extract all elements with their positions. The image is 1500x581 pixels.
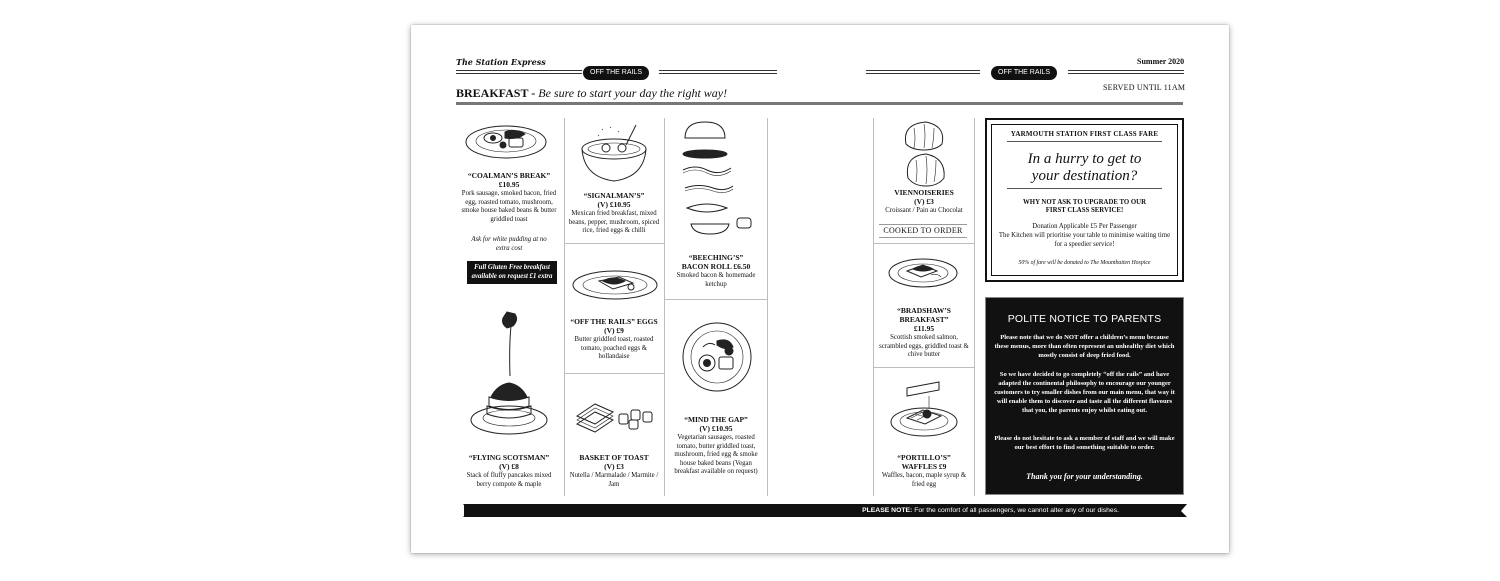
upgrade-question-line1: WHY NOT ASK TO UPGRADE TO OUR xyxy=(1022,199,1146,206)
basket-of-toast-item xyxy=(566,453,662,489)
item-price: WAFFLES £9 xyxy=(901,462,947,471)
coalmans-break-item xyxy=(461,171,557,224)
viennoiseries-item xyxy=(877,188,971,216)
item-description: Stack of fluffy pancakes mixed berry compote & maple xyxy=(466,472,552,488)
column-divider xyxy=(873,118,874,496)
polite-notice-panel xyxy=(985,297,1184,495)
notice-paragraph-2: So we have decided to go completely “off the rails” and have adapted the continental philosophy to encourage our younger customers to try smaller dishes from our main menu, that way it will enable them to discover and taste all the different flavours that you, the parents enjoy whilst eating out. xyxy=(994,371,1175,414)
rail-divider xyxy=(1068,70,1184,74)
pancake-stack-icon xyxy=(469,310,549,442)
notice-title: POLITE NOTICE TO PARENTS xyxy=(1007,313,1162,325)
item-name: “BRADSHAW’S BREAKFAST” xyxy=(897,306,951,324)
cooked-to-order-label: COOKED TO ORDER xyxy=(879,224,967,238)
footer-text: For the comfort of all passengers, we cannot alter any of our dishes. xyxy=(914,507,1119,514)
footer-ribbon xyxy=(464,504,1181,517)
item-price: (V) £3 xyxy=(604,462,624,471)
column-divider xyxy=(664,118,665,496)
rail-divider xyxy=(866,70,980,74)
row-divider xyxy=(664,299,767,300)
ribbon-tail-right xyxy=(1181,504,1187,517)
item-price: £11.95 xyxy=(913,324,935,333)
item-description: Nutella / Marmalade / Marmite / Jam xyxy=(569,472,659,488)
off-the-rails-badge-right: OFF THE RAILS xyxy=(991,66,1057,80)
bradshaws-breakfast-item xyxy=(877,306,971,360)
item-description: Scottish smoked salmon, scrambled eggs, griddled toast & chive butter xyxy=(879,334,969,359)
item-description: Butter griddled toast, roasted tomato, poached eggs & hollandaise xyxy=(574,336,654,361)
donation-line: Donation Applicable £5 Per Passenger xyxy=(1032,223,1137,230)
item-price: (V) £9 xyxy=(604,326,624,335)
item-name: VIENNOISERIES xyxy=(894,188,954,197)
item-name: “FLYING SCOTSMAN” xyxy=(468,453,550,462)
item-name: “BEECHING’S” xyxy=(688,253,744,262)
off-the-rails-eggs-item xyxy=(566,317,662,362)
breakfast-bowl-icon xyxy=(578,123,650,185)
mind-the-gap-item xyxy=(668,415,764,477)
eggs-plate-icon xyxy=(571,269,659,301)
column-divider xyxy=(767,118,768,496)
hospice-donation-note: 50% of fare will be donated to The Mountbatten Hospice xyxy=(1018,260,1151,266)
served-until: SERVED UNTIL 11AM xyxy=(1103,83,1186,92)
veggie-plate-icon xyxy=(681,321,753,393)
portillos-waffles-item xyxy=(877,453,971,489)
upgrade-question-line2: FIRST CLASS SERVICE! xyxy=(1045,207,1124,214)
first-class-fare-panel xyxy=(985,118,1184,282)
waffle-plate-icon xyxy=(889,380,959,440)
salmon-plate-icon xyxy=(887,255,959,289)
item-price: (V) £10.95 xyxy=(597,200,631,209)
item-description: Waffles, bacon, maple syrup & fried egg xyxy=(881,472,967,488)
column-divider xyxy=(564,118,565,496)
row-divider xyxy=(873,243,974,244)
notice-paragraph-3: Please do not hesitate to ask a member of staff and we will make our best effort to find something suitable to order. xyxy=(994,435,1175,451)
column-divider xyxy=(974,118,975,496)
flying-scotsman-item xyxy=(461,453,557,489)
hurry-headline-line1: In a hurry to get to xyxy=(1027,151,1142,167)
item-name: “OFF THE RAILS” EGGS xyxy=(570,317,658,326)
rail-divider xyxy=(456,70,582,74)
rail-divider xyxy=(659,70,777,74)
full-breakfast-plate-icon xyxy=(463,118,549,160)
item-price: £10.95 xyxy=(498,180,520,189)
priority-description: The Kitchen will prioritise your table to minimise waiting time for a speedier service! xyxy=(998,232,1171,248)
bacon-roll-stack-icon xyxy=(681,120,759,236)
hurry-headline-line2: your destination? xyxy=(1031,168,1138,184)
item-description: Mexican fried breakfast, mixed beans, pepper, mushroom, spiced rice, fried eggs & chilli xyxy=(568,210,660,235)
first-class-title: YARMOUTH STATION FIRST CLASS FARE xyxy=(1010,130,1159,138)
headline-rule xyxy=(1007,188,1162,189)
item-name: “PORTILLO’S” xyxy=(897,453,951,462)
item-name: “SIGNALMAN’S” xyxy=(583,191,645,200)
item-name: “COALMAN’S BREAK” xyxy=(467,171,551,180)
notice-thanks: Thank you for your understanding. xyxy=(1026,472,1143,481)
edition-label: Summer 2020 xyxy=(1137,57,1185,66)
signalmans-item xyxy=(566,191,662,236)
item-name: “MIND THE GAP” xyxy=(684,415,748,424)
section-title: BREAKFAST - xyxy=(456,86,536,100)
footer-label: PLEASE NOTE: xyxy=(862,507,913,514)
row-divider xyxy=(564,373,664,374)
gluten-free-notice: Full Gluten Free breakfast available on request £1 extra xyxy=(467,261,557,284)
item-description: Smoked bacon & homemade ketchup xyxy=(676,272,756,288)
ribbon-tail-left xyxy=(463,504,469,517)
croissants-icon xyxy=(900,120,948,190)
section-heading xyxy=(456,86,727,101)
row-divider xyxy=(564,243,664,244)
toast-pots-icon xyxy=(575,400,657,430)
item-description: Croissant / Pain au Chocolat xyxy=(885,207,963,214)
white-pudding-note: Ask for white pudding at no extra cost xyxy=(471,236,547,252)
item-description: Pork sausage, smoked bacon, fried egg, roasted tomato, mushroom, smoke house baked beans & butter griddled toast xyxy=(461,190,557,223)
item-price: (V) £10.95 xyxy=(699,424,733,433)
beechings-bacon-roll-item xyxy=(668,253,764,289)
item-price: BACON ROLL £6.50 xyxy=(681,262,751,271)
item-price: (V) £3 xyxy=(914,197,934,206)
row-divider xyxy=(873,367,974,368)
off-the-rails-badge-left: OFF THE RAILS xyxy=(583,66,649,80)
title-rule xyxy=(1007,141,1162,142)
menu-sheet xyxy=(411,25,1229,553)
notice-paragraph-1: Please note that we do NOT offer a children’s menu because these menus, more than often represent an unhealthy diet which mostly consist of deep fried food. xyxy=(994,334,1175,359)
section-tagline: Be sure to start your day the right way! xyxy=(538,86,728,100)
item-description: Vegetarian sausages, roasted tomato, butter griddled toast, mushroom, fried egg & smoke house baked beans (Vegan breakfast available on request) xyxy=(674,434,758,476)
item-name: BASKET OF TOAST xyxy=(579,453,649,462)
brand-name: The Station Express xyxy=(456,57,546,67)
item-price: (V) £8 xyxy=(499,462,519,471)
heading-rule xyxy=(456,102,1183,105)
